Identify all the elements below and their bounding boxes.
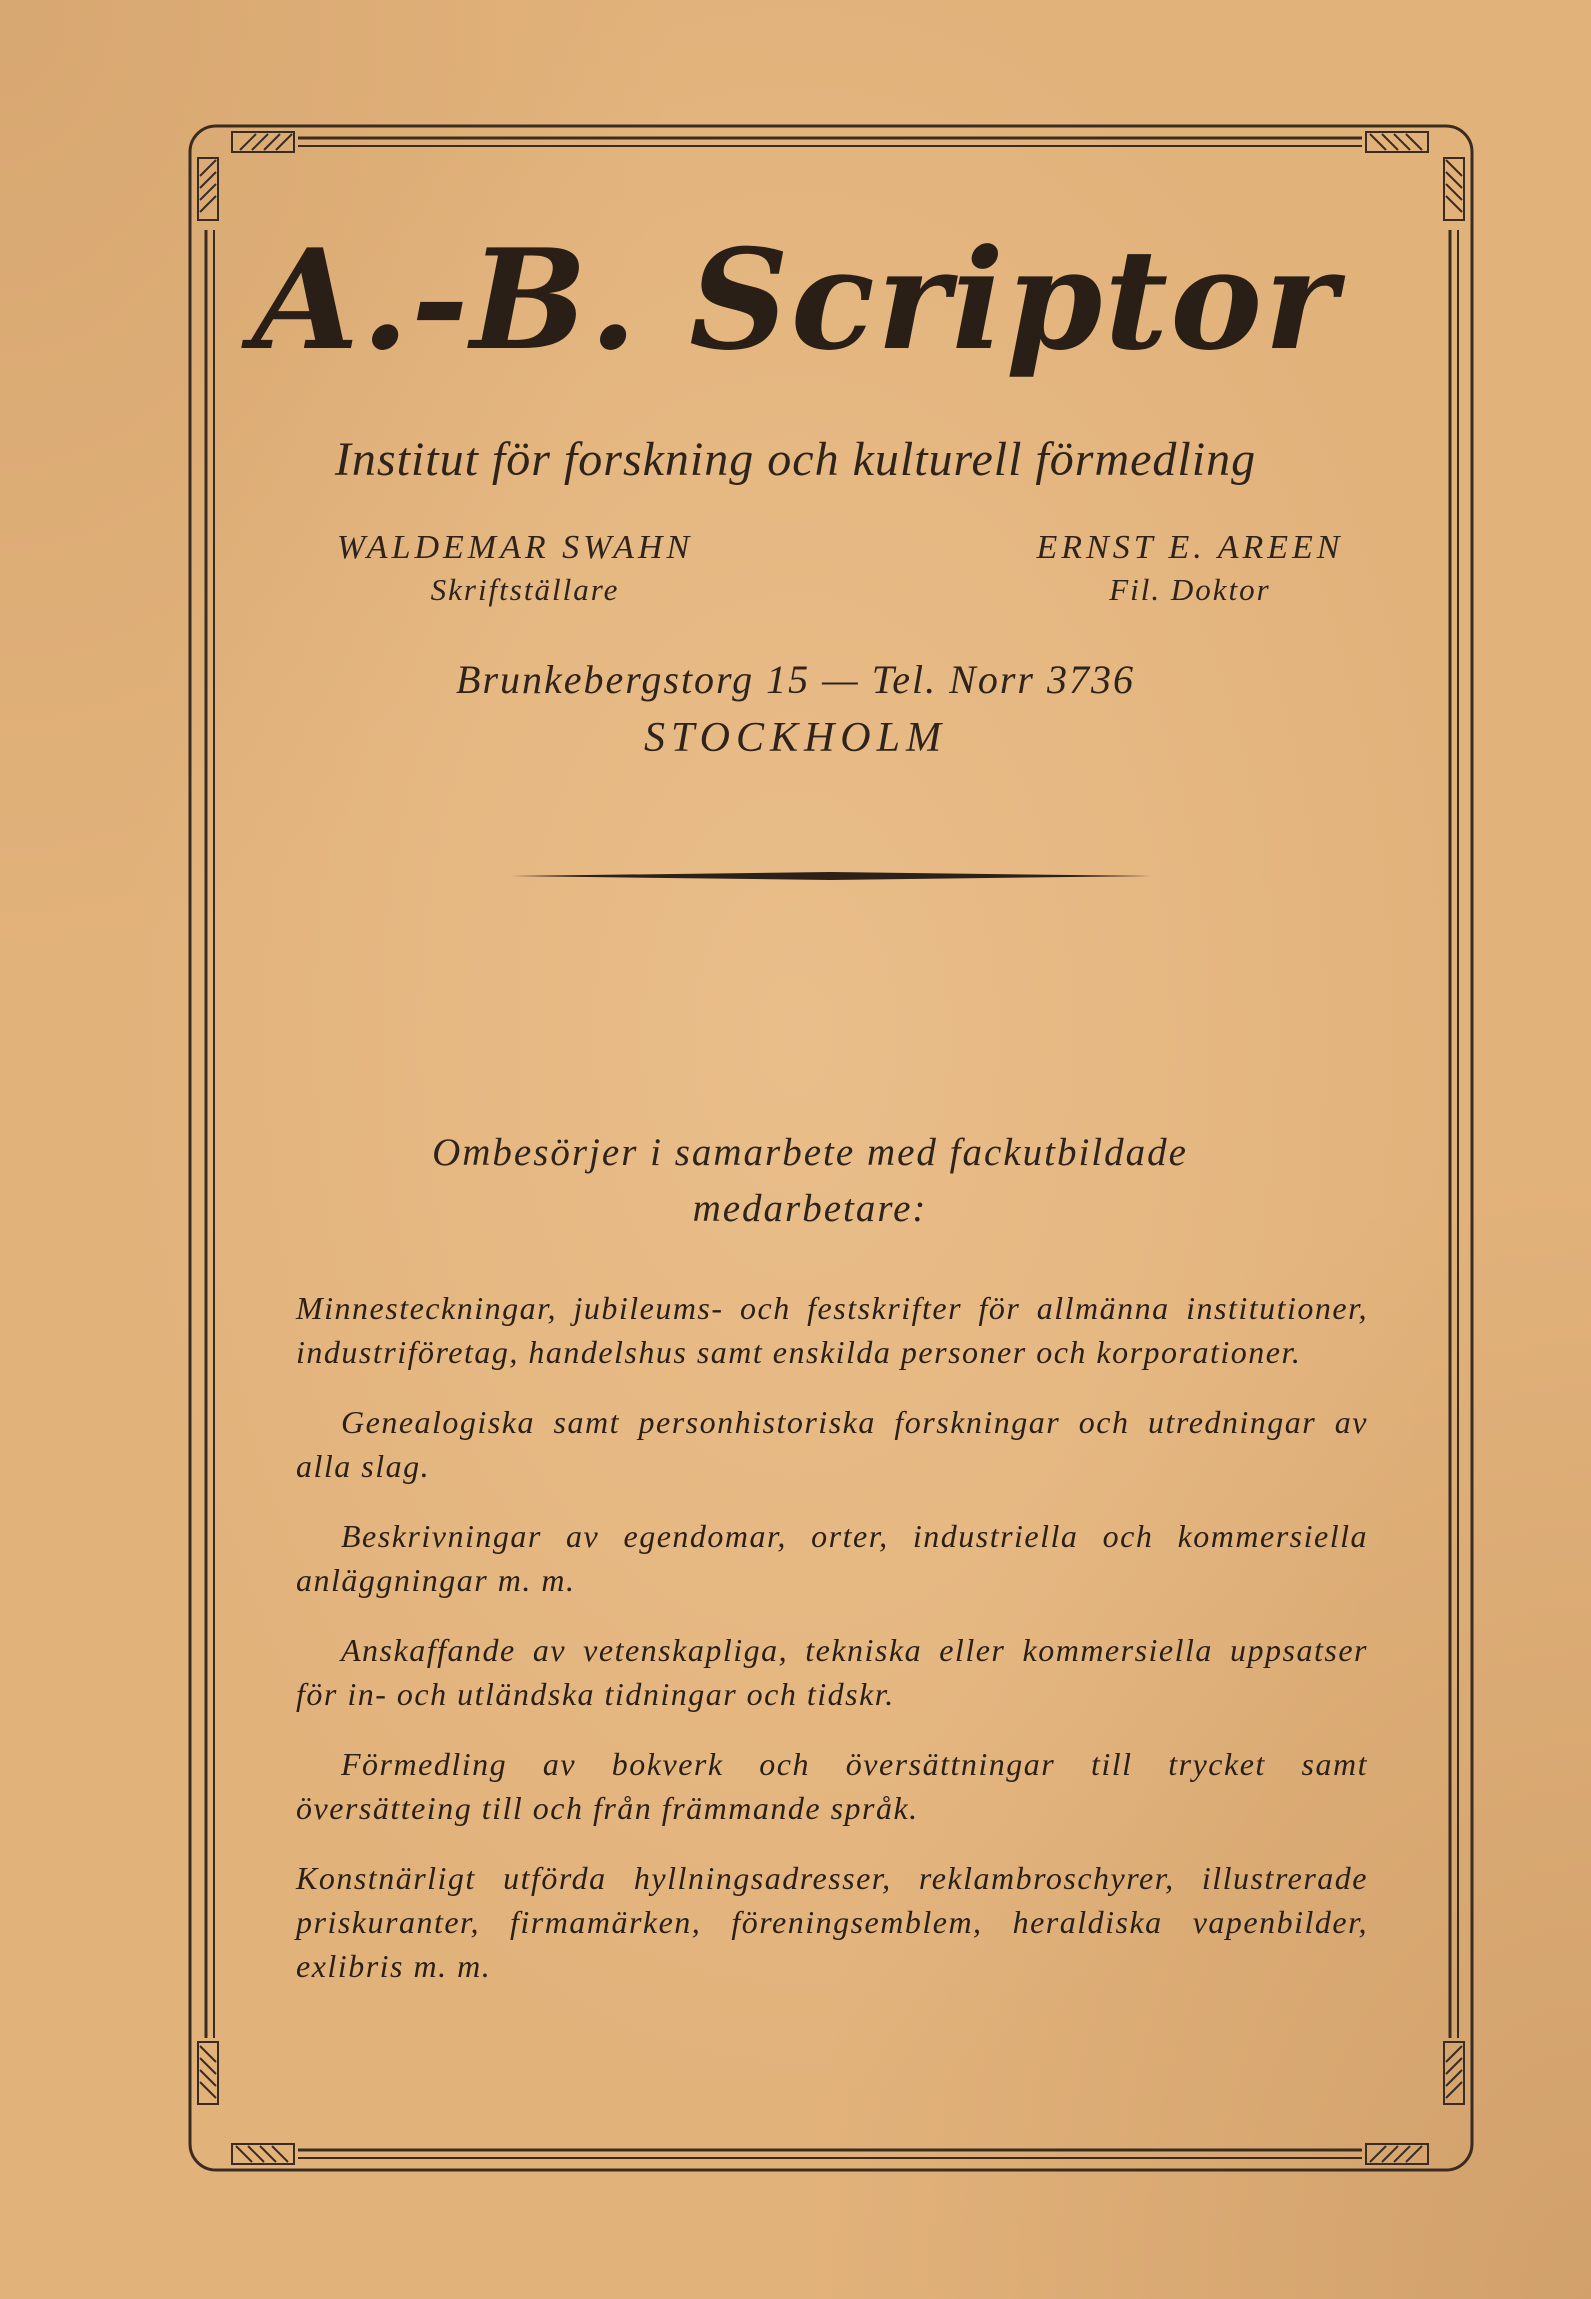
city-line: STOCKHOLM: [644, 715, 947, 761]
service-item: Konstnärligt utförda hyllningsadresser, reklambroschyrer, illustrerade priskuranter, firmamärken, föreningsemblem, heraldiska vapenbilder, exlibris m. m.: [296, 1860, 1368, 1984]
divider-rule: [510, 872, 1150, 880]
page-subtitle: Institut för forskning och kulturell förmedling: [334, 433, 1257, 486]
person-left: [295, 528, 735, 612]
service-item: Förmedling av bokverk och översättningar till trycket samt översätteing till och från främmande språk.: [296, 1746, 1368, 1826]
corner-ornament-top-left: [198, 132, 294, 220]
service-item: Genealogiska samt personhistoriska forskningar och utredningar av alla slag.: [296, 1404, 1368, 1484]
person-name: WALDEMAR SWAHN: [336, 529, 694, 566]
corner-ornament-top-right: [1366, 132, 1464, 220]
page-title: A.-B. Scriptor: [252, 218, 1339, 381]
person-name: ERNST E. AREEN: [1036, 529, 1344, 566]
person-right: [1000, 528, 1380, 612]
person-title: Skriftställare: [430, 572, 620, 607]
corner-ornament-bottom-right: [1366, 2042, 1464, 2164]
services-list: [296, 1286, 1368, 2014]
address-line: Brunkebergstorg 15 — Tel. Norr 3736: [456, 657, 1135, 702]
service-item: Minnesteckningar, jubileums- och festskrifter för allmänna institutioner, industriföretag, handelshus samt enskilda personer och korporationer.: [296, 1290, 1368, 1370]
service-item: Anskaffande av vetenskapliga, tekniska eller kommersiella uppsatser för in- och utländska tidningar och tidskr.: [296, 1632, 1368, 1712]
person-title: Fil. Doktor: [1109, 572, 1271, 607]
service-item: Beskrivningar av egendomar, orter, industriella och kommersiella anläggningar m. m.: [296, 1518, 1368, 1598]
intro-text: Ombesörjer i samarbete med fackutbildade medarbetare:: [432, 1131, 1188, 1230]
corner-ornament-bottom-left: [198, 2042, 294, 2164]
